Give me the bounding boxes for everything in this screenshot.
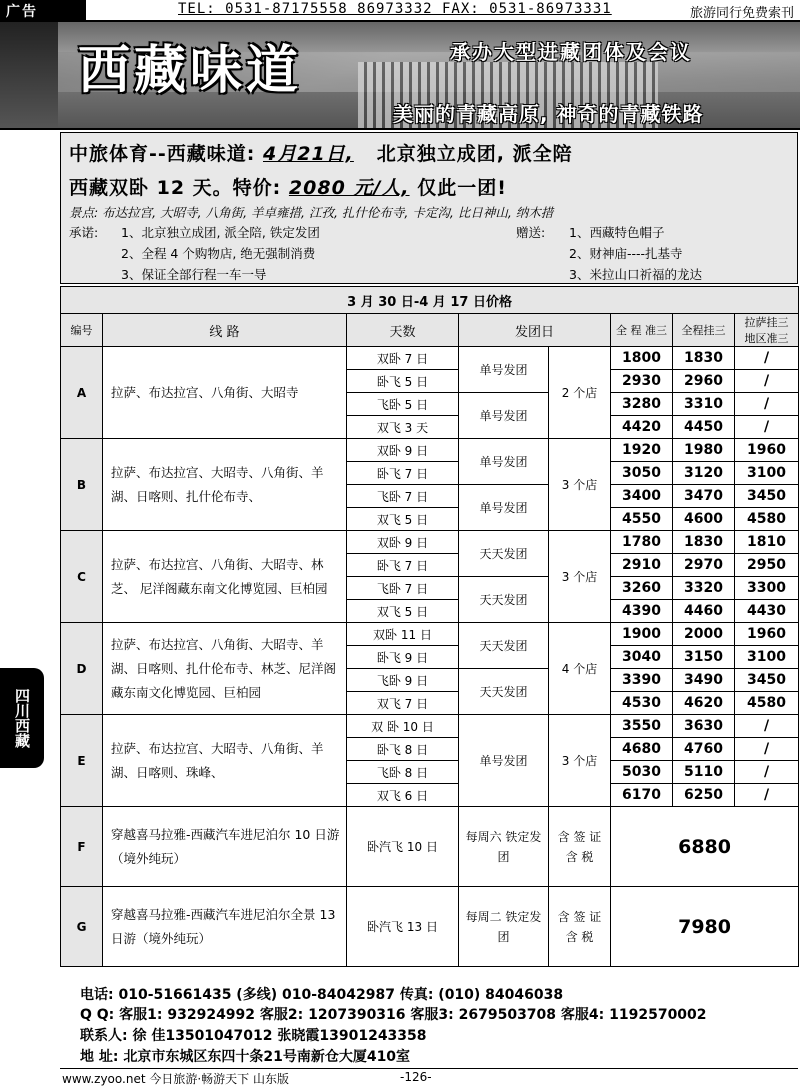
days-cell: 飞卧 7 日 bbox=[347, 577, 459, 600]
row-id: D bbox=[61, 623, 103, 715]
contact-qq: Q Q: 客服1: 932924992 客服2: 1207390316 客服3: 2679503708 客服4: 1192570002 bbox=[80, 1007, 707, 1023]
region-side-tab: 四川西藏 bbox=[0, 668, 44, 768]
days-cell: 双卧 9 日 bbox=[347, 531, 459, 554]
visa-cell: 含 签 证 含 税 bbox=[549, 887, 611, 967]
depart-cell: 天天发团 bbox=[459, 531, 549, 577]
row-id: C bbox=[61, 531, 103, 623]
depart-cell: 每周二 铁定发团 bbox=[459, 887, 549, 967]
special-price: 7980 bbox=[611, 887, 799, 967]
days-cell: 双飞 5 日 bbox=[347, 508, 459, 531]
route-cell: 穿越喜马拉雅-西藏汽车进尼泊尔全景 13 日游（境外纯玩） bbox=[103, 887, 347, 967]
top-bar bbox=[0, 0, 800, 22]
price-cell: 3310 bbox=[673, 393, 735, 416]
shops-cell: 3 个店 bbox=[549, 439, 611, 531]
days-cell: 双飞 7 日 bbox=[347, 692, 459, 715]
price-cell: 6170 bbox=[611, 784, 673, 807]
depart-cell: 单号发团 bbox=[459, 485, 549, 531]
price-cell: 5110 bbox=[673, 761, 735, 784]
table-row bbox=[61, 347, 799, 370]
days-cell: 双卧 9 日 bbox=[347, 439, 459, 462]
price-cell: 1980 bbox=[673, 439, 735, 462]
price-cell: 3040 bbox=[611, 646, 673, 669]
row-id: E bbox=[61, 715, 103, 807]
ad-label: 广告 bbox=[0, 0, 86, 20]
special-price: 6880 bbox=[611, 807, 799, 887]
footer-site: www.zyoo.net 今日旅游·畅游天下 山东版 bbox=[62, 1072, 289, 1086]
route-cell: 拉萨、布达拉宫、八角街、大昭寺、羊湖、日喀则、扎什伦布寺、林芝、尼洋阁藏东南文化博览园、巨柏园 bbox=[103, 623, 347, 715]
depart-cell: 单号发团 bbox=[459, 347, 549, 393]
price-cell: 2970 bbox=[673, 554, 735, 577]
contact-block bbox=[60, 982, 798, 1070]
row-id: B bbox=[61, 439, 103, 531]
days-cell: 双卧 11 日 bbox=[347, 623, 459, 646]
price-cell: 1960 bbox=[735, 439, 799, 462]
depart-cell: 每周六 铁定发团 bbox=[459, 807, 549, 887]
contact-address: 地 址: 北京市东城区东四十条21号南新仓大厦410室 bbox=[80, 1049, 411, 1065]
price-cell: 1830 bbox=[673, 531, 735, 554]
days-cell: 卧飞 9 日 bbox=[347, 646, 459, 669]
price-cell: 3450 bbox=[735, 485, 799, 508]
price-table bbox=[60, 286, 799, 967]
header-price-full-3star: 全 程 准三 bbox=[611, 314, 673, 347]
gift-label: 赠送: bbox=[516, 225, 546, 240]
price-cell: 3050 bbox=[611, 462, 673, 485]
depart-cell: 天天发团 bbox=[459, 623, 549, 669]
price-cell: 1830 bbox=[673, 347, 735, 370]
price-cell: 2930 bbox=[611, 370, 673, 393]
days-cell: 卧飞 8 日 bbox=[347, 738, 459, 761]
days-cell: 卧飞 7 日 bbox=[347, 554, 459, 577]
days-cell: 双飞 6 日 bbox=[347, 784, 459, 807]
gift-item: 2、财神庙----扎基寺 bbox=[569, 246, 683, 261]
price-cell: 4760 bbox=[673, 738, 735, 761]
depart-cell: 天天发团 bbox=[459, 669, 549, 715]
price-cell: 4550 bbox=[611, 508, 673, 531]
price-cell: 2000 bbox=[673, 623, 735, 646]
price-cell: 4390 bbox=[611, 600, 673, 623]
contact-tel-fax: TEL: 0531-87175558 86973332 FAX: 0531-86973331 bbox=[178, 1, 612, 17]
price-cell: 3260 bbox=[611, 577, 673, 600]
promo-headline-1: 中旅体育--西藏味道: 4月21日, 北京独立成团, 派全陪 bbox=[69, 143, 573, 165]
price-cell: 3100 bbox=[735, 646, 799, 669]
promise-item: 2、全程 4 个购物店, 绝无强制消费 bbox=[121, 246, 316, 261]
price-cell: 3300 bbox=[735, 577, 799, 600]
footer bbox=[60, 1068, 798, 1086]
days-cell: 卧汽飞 13 日 bbox=[347, 887, 459, 967]
header-days: 天数 bbox=[347, 314, 459, 347]
price-cell: 6250 bbox=[673, 784, 735, 807]
price-cell: 1780 bbox=[611, 531, 673, 554]
depart-cell: 单号发团 bbox=[459, 439, 549, 485]
header-price-full-hang3: 全程挂三 bbox=[673, 314, 735, 347]
price-cell: / bbox=[735, 761, 799, 784]
free-magazine-note: 旅游同行免费索刊 bbox=[689, 6, 794, 21]
table-row bbox=[61, 439, 799, 462]
header-no: 编号 bbox=[61, 314, 103, 347]
price-cell: 4580 bbox=[735, 508, 799, 531]
special-row bbox=[61, 887, 799, 967]
price-cell: 4460 bbox=[673, 600, 735, 623]
days-cell: 卧飞 5 日 bbox=[347, 370, 459, 393]
page-number: -126- bbox=[400, 1070, 432, 1084]
price-cell: 3490 bbox=[673, 669, 735, 692]
scenic-spots: 景点: 布达拉宫, 大昭寺, 八角街, 羊卓雍措, 江孜, 扎什伦布寺, 卡定沟, 比日神山, 纳木措 bbox=[69, 205, 554, 220]
header-price-lhasa: 拉萨挂三 地区准三 bbox=[735, 314, 799, 347]
price-cell: 4680 bbox=[611, 738, 673, 761]
days-cell: 双卧 7 日 bbox=[347, 347, 459, 370]
route-cell: 穿越喜马拉雅-西藏汽车进尼泊尔 10 日游（境外纯玩） bbox=[103, 807, 347, 887]
shops-cell: 4 个店 bbox=[549, 623, 611, 715]
promise-item: 3、保证全部行程一车一导 bbox=[121, 267, 267, 282]
price-cell: 4600 bbox=[673, 508, 735, 531]
days-cell: 双 卧 10 日 bbox=[347, 715, 459, 738]
price-cell: 3470 bbox=[673, 485, 735, 508]
gift-item: 1、西藏特色帽子 bbox=[569, 225, 665, 240]
promise-item: 1、北京独立成团, 派全陪, 铁定发团 bbox=[121, 225, 320, 240]
price-cell: / bbox=[735, 370, 799, 393]
brand-logo: 西藏味道 bbox=[78, 40, 303, 101]
price-cell: 4580 bbox=[735, 692, 799, 715]
days-cell: 飞卧 5 日 bbox=[347, 393, 459, 416]
shops-cell: 2 个店 bbox=[549, 347, 611, 439]
days-cell: 卧汽飞 10 日 bbox=[347, 807, 459, 887]
price-cell: 1800 bbox=[611, 347, 673, 370]
price-cell: / bbox=[735, 347, 799, 370]
price-cell: 5030 bbox=[611, 761, 673, 784]
row-id: G bbox=[61, 887, 103, 967]
price-cell: / bbox=[735, 715, 799, 738]
table-row bbox=[61, 623, 799, 646]
price-cell: 3150 bbox=[673, 646, 735, 669]
left-dark-strip bbox=[0, 22, 58, 130]
promo-info-box bbox=[60, 132, 798, 284]
price-cell: 3120 bbox=[673, 462, 735, 485]
row-id: A bbox=[61, 347, 103, 439]
promo-headline-2: 西藏双卧 12 天。特价: 2080 元/人, 仅此一团! bbox=[69, 177, 507, 199]
price-cell: 4450 bbox=[673, 416, 735, 439]
price-cell: 3630 bbox=[673, 715, 735, 738]
days-cell: 双飞 5 日 bbox=[347, 600, 459, 623]
table-row bbox=[61, 531, 799, 554]
shops-cell: 3 个店 bbox=[549, 715, 611, 807]
price-cell: 2950 bbox=[735, 554, 799, 577]
price-cell: 3280 bbox=[611, 393, 673, 416]
price-cell: / bbox=[735, 416, 799, 439]
price-cell: 1810 bbox=[735, 531, 799, 554]
depart-cell: 单号发团 bbox=[459, 715, 549, 807]
promise-label: 承诺: bbox=[69, 225, 99, 240]
visa-cell: 含 签 证 含 税 bbox=[549, 807, 611, 887]
days-cell: 飞卧 7 日 bbox=[347, 485, 459, 508]
table-title: 3 月 30 日-4 月 17 日价格 bbox=[61, 287, 799, 314]
price-cell: 2910 bbox=[611, 554, 673, 577]
gift-item: 3、米拉山口祈福的龙达 bbox=[569, 267, 702, 282]
special-row bbox=[61, 807, 799, 887]
banner-slogan-2: 美丽的青藏高原, 神奇的青藏铁路 bbox=[393, 102, 704, 126]
depart-cell: 单号发团 bbox=[459, 393, 549, 439]
price-cell: 4430 bbox=[735, 600, 799, 623]
price-cell: 4420 bbox=[611, 416, 673, 439]
contact-phone: 电话: 010-51661435 (多线) 010-84042987 传真: (010) 84046038 bbox=[80, 987, 564, 1003]
price-cell: 1900 bbox=[611, 623, 673, 646]
price-cell: 3390 bbox=[611, 669, 673, 692]
days-cell: 双飞 3 天 bbox=[347, 416, 459, 439]
header-route: 线 路 bbox=[103, 314, 347, 347]
price-cell: / bbox=[735, 784, 799, 807]
header-depart: 发团日 bbox=[459, 314, 611, 347]
price-cell: / bbox=[735, 738, 799, 761]
route-cell: 拉萨、布达拉宫、大昭寺、八角街、羊湖、日喀则、扎什伦布寺、 bbox=[103, 439, 347, 531]
price-cell: 4530 bbox=[611, 692, 673, 715]
price-cell: 1960 bbox=[735, 623, 799, 646]
price-cell: 3320 bbox=[673, 577, 735, 600]
depart-cell: 天天发团 bbox=[459, 577, 549, 623]
price-cell: 4620 bbox=[673, 692, 735, 715]
price-cell: 2960 bbox=[673, 370, 735, 393]
days-cell: 飞卧 9 日 bbox=[347, 669, 459, 692]
route-cell: 拉萨、布达拉宫、大昭寺、八角街、羊湖、日喀则、珠峰、 bbox=[103, 715, 347, 807]
price-cell: 3100 bbox=[735, 462, 799, 485]
price-cell: 3400 bbox=[611, 485, 673, 508]
contact-people: 联系人: 徐 佳13501047012 张晓霞13901243358 bbox=[80, 1028, 427, 1044]
row-id: F bbox=[61, 807, 103, 887]
route-cell: 拉萨、布达拉宫、八角街、大昭寺 bbox=[103, 347, 347, 439]
shops-cell: 3 个店 bbox=[549, 531, 611, 623]
route-cell: 拉萨、布达拉宫、八角街、大昭寺、林芝、 尼洋阁藏东南文化博览园、巨柏园 bbox=[103, 531, 347, 623]
table-row bbox=[61, 715, 799, 738]
days-cell: 飞卧 8 日 bbox=[347, 761, 459, 784]
banner-slogan-1: 承办大型进藏团体及会议 bbox=[450, 40, 692, 64]
price-cell: 3450 bbox=[735, 669, 799, 692]
days-cell: 卧飞 7 日 bbox=[347, 462, 459, 485]
banner bbox=[58, 22, 800, 130]
price-cell: 3550 bbox=[611, 715, 673, 738]
price-cell: / bbox=[735, 393, 799, 416]
price-cell: 1920 bbox=[611, 439, 673, 462]
